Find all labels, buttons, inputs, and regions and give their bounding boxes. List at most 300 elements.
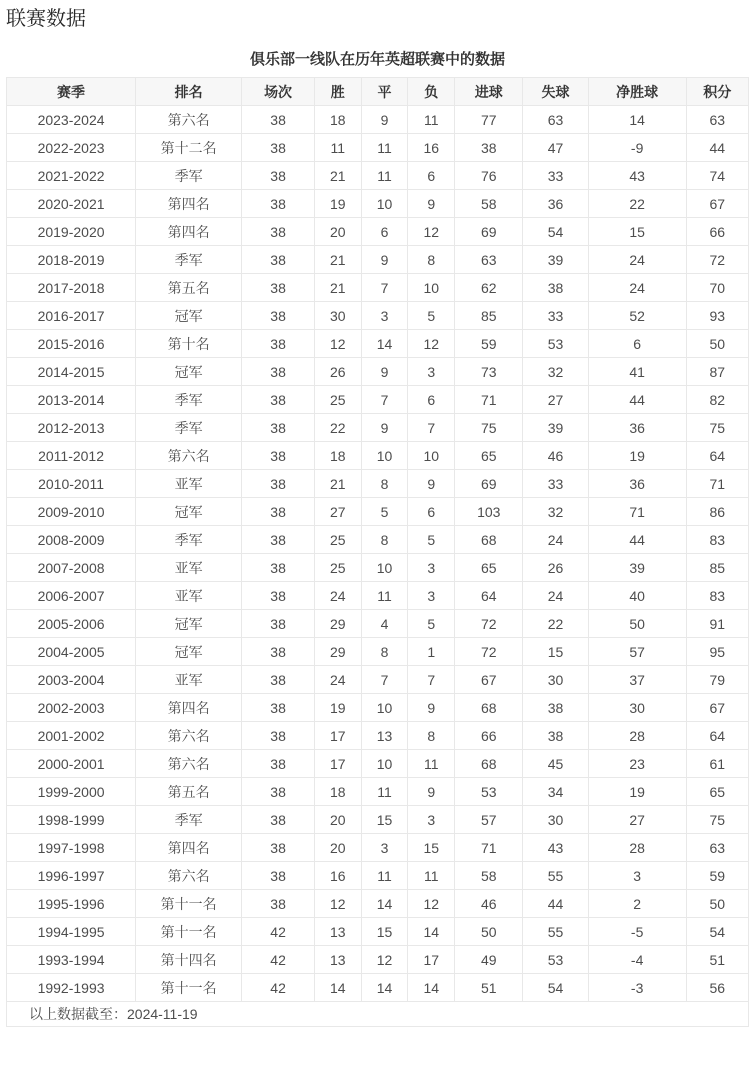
cell-played: 42 — [242, 946, 315, 974]
cell-goal_diff: 52 — [588, 302, 686, 330]
cell-draws: 11 — [361, 582, 408, 610]
cell-goals_against: 22 — [523, 610, 588, 638]
cell-wins: 12 — [314, 330, 361, 358]
cell-losses: 10 — [408, 274, 455, 302]
cell-goals_against: 30 — [523, 666, 588, 694]
cell-played: 38 — [242, 218, 315, 246]
cell-rank: 季军 — [136, 246, 242, 274]
cell-losses: 12 — [408, 218, 455, 246]
cell-season: 2012-2013 — [7, 414, 136, 442]
cell-wins: 13 — [314, 946, 361, 974]
cell-wins: 19 — [314, 190, 361, 218]
table-row — [7, 414, 749, 442]
cell-season: 2017-2018 — [7, 274, 136, 302]
cell-rank: 季军 — [136, 386, 242, 414]
cell-played: 38 — [242, 554, 315, 582]
cell-rank: 季军 — [136, 526, 242, 554]
cell-goals_against: 54 — [523, 974, 588, 1002]
cell-season: 2019-2020 — [7, 218, 136, 246]
cell-goal_diff: 24 — [588, 246, 686, 274]
table-row — [7, 946, 749, 974]
cell-points: 63 — [686, 834, 748, 862]
cell-rank: 第六名 — [136, 722, 242, 750]
cell-goals_for: 103 — [455, 498, 523, 526]
cell-losses: 17 — [408, 946, 455, 974]
cell-points: 83 — [686, 582, 748, 610]
cell-season: 2001-2002 — [7, 722, 136, 750]
cell-played: 38 — [242, 890, 315, 918]
cell-goal_diff: 36 — [588, 470, 686, 498]
header-cell-season: 赛季 — [7, 78, 136, 106]
cell-rank: 第四名 — [136, 218, 242, 246]
table-row — [7, 778, 749, 806]
cell-wins: 27 — [314, 498, 361, 526]
cell-goals_against: 32 — [523, 358, 588, 386]
cell-goals_for: 38 — [455, 134, 523, 162]
cell-played: 38 — [242, 302, 315, 330]
cell-goals_against: 55 — [523, 862, 588, 890]
cell-rank: 第六名 — [136, 750, 242, 778]
cell-rank: 季军 — [136, 806, 242, 834]
table-header-row — [7, 78, 749, 106]
cell-goal_diff: 71 — [588, 498, 686, 526]
cell-wins: 18 — [314, 442, 361, 470]
cell-wins: 11 — [314, 134, 361, 162]
cell-played: 38 — [242, 862, 315, 890]
cell-goal_diff: 27 — [588, 806, 686, 834]
cell-goals_against: 55 — [523, 918, 588, 946]
cell-goals_against: 45 — [523, 750, 588, 778]
cell-goals_for: 59 — [455, 330, 523, 358]
cell-goal_diff: 22 — [588, 190, 686, 218]
cell-played: 38 — [242, 610, 315, 638]
cell-rank: 第四名 — [136, 834, 242, 862]
table-row — [7, 470, 749, 498]
cell-goal_diff: 37 — [588, 666, 686, 694]
table-row — [7, 162, 749, 190]
cell-season: 1994-1995 — [7, 918, 136, 946]
cell-wins: 20 — [314, 834, 361, 862]
header-cell-goals_for: 进球 — [455, 78, 523, 106]
cell-played: 38 — [242, 442, 315, 470]
cell-goals_against: 33 — [523, 470, 588, 498]
cell-goals_for: 58 — [455, 190, 523, 218]
cell-points: 74 — [686, 162, 748, 190]
cell-rank: 亚军 — [136, 470, 242, 498]
cell-goal_diff: 14 — [588, 106, 686, 134]
cell-goals_for: 51 — [455, 974, 523, 1002]
cell-points: 93 — [686, 302, 748, 330]
cell-draws: 3 — [361, 302, 408, 330]
cell-goals_for: 67 — [455, 666, 523, 694]
cell-losses: 6 — [408, 498, 455, 526]
cell-wins: 14 — [314, 974, 361, 1002]
cell-played: 38 — [242, 386, 315, 414]
cell-losses: 8 — [408, 246, 455, 274]
cell-points: 86 — [686, 498, 748, 526]
cell-draws: 14 — [361, 330, 408, 358]
cell-wins: 26 — [314, 358, 361, 386]
cell-draws: 5 — [361, 498, 408, 526]
cell-wins: 12 — [314, 890, 361, 918]
cell-season: 1996-1997 — [7, 862, 136, 890]
cell-wins: 18 — [314, 106, 361, 134]
cell-goals_for: 69 — [455, 218, 523, 246]
cell-points: 72 — [686, 246, 748, 274]
cell-goals_against: 39 — [523, 414, 588, 442]
header-cell-points: 积分 — [686, 78, 748, 106]
header-cell-goal_diff: 净胜球 — [588, 78, 686, 106]
cell-played: 38 — [242, 666, 315, 694]
cell-goals_for: 65 — [455, 442, 523, 470]
cell-losses: 16 — [408, 134, 455, 162]
cell-draws: 10 — [361, 442, 408, 470]
cell-points: 79 — [686, 666, 748, 694]
cell-losses: 6 — [408, 162, 455, 190]
cell-goals_against: 46 — [523, 442, 588, 470]
table-row — [7, 246, 749, 274]
cell-goals_for: 72 — [455, 638, 523, 666]
cell-rank: 亚军 — [136, 582, 242, 610]
cell-rank: 第六名 — [136, 442, 242, 470]
cell-played: 38 — [242, 134, 315, 162]
cell-season: 2010-2011 — [7, 470, 136, 498]
cell-goal_diff: 39 — [588, 554, 686, 582]
cell-goals_for: 68 — [455, 750, 523, 778]
table-row — [7, 358, 749, 386]
cell-played: 38 — [242, 358, 315, 386]
cell-losses: 5 — [408, 526, 455, 554]
cell-played: 38 — [242, 190, 315, 218]
cell-played: 42 — [242, 918, 315, 946]
cell-goal_diff: -9 — [588, 134, 686, 162]
cell-played: 38 — [242, 498, 315, 526]
cell-draws: 10 — [361, 190, 408, 218]
table-row — [7, 330, 749, 358]
cell-losses: 9 — [408, 190, 455, 218]
table-body — [7, 106, 749, 1002]
cell-losses: 15 — [408, 834, 455, 862]
cell-goals_for: 49 — [455, 946, 523, 974]
cell-goals_for: 53 — [455, 778, 523, 806]
cell-goals_for: 65 — [455, 554, 523, 582]
cell-points: 50 — [686, 330, 748, 358]
table-row — [7, 218, 749, 246]
cell-goal_diff: 15 — [588, 218, 686, 246]
cell-goals_against: 38 — [523, 274, 588, 302]
cell-draws: 4 — [361, 610, 408, 638]
cell-goals_against: 24 — [523, 526, 588, 554]
cell-season: 2013-2014 — [7, 386, 136, 414]
cell-rank: 第十一名 — [136, 974, 242, 1002]
cell-draws: 9 — [361, 106, 408, 134]
cell-played: 38 — [242, 750, 315, 778]
cell-losses: 7 — [408, 666, 455, 694]
cell-goals_for: 68 — [455, 694, 523, 722]
cell-points: 67 — [686, 694, 748, 722]
cell-goals_against: 63 — [523, 106, 588, 134]
cell-points: 95 — [686, 638, 748, 666]
cell-points: 63 — [686, 106, 748, 134]
cell-wins: 21 — [314, 470, 361, 498]
cell-goals_for: 71 — [455, 834, 523, 862]
cell-season: 2003-2004 — [7, 666, 136, 694]
cell-rank: 冠军 — [136, 358, 242, 386]
cell-losses: 3 — [408, 582, 455, 610]
cell-points: 64 — [686, 442, 748, 470]
cell-draws: 11 — [361, 134, 408, 162]
cell-points: 85 — [686, 554, 748, 582]
cell-losses: 1 — [408, 638, 455, 666]
cell-goal_diff: 43 — [588, 162, 686, 190]
cell-goals_against: 53 — [523, 946, 588, 974]
cell-season: 2002-2003 — [7, 694, 136, 722]
cell-draws: 8 — [361, 526, 408, 554]
header-cell-played: 场次 — [242, 78, 315, 106]
table-row — [7, 974, 749, 1002]
table-title: 俱乐部一线队在历年英超联赛中的数据 — [249, 51, 505, 68]
cell-goal_diff: 3 — [588, 862, 686, 890]
cell-season: 1998-1999 — [7, 806, 136, 834]
table-row — [7, 498, 749, 526]
cell-goals_for: 58 — [455, 862, 523, 890]
cell-draws: 10 — [361, 750, 408, 778]
cell-points: 66 — [686, 218, 748, 246]
cell-losses: 10 — [408, 442, 455, 470]
cell-goal_diff: 30 — [588, 694, 686, 722]
cell-draws: 15 — [361, 918, 408, 946]
cell-rank: 冠军 — [136, 610, 242, 638]
cell-played: 38 — [242, 274, 315, 302]
cell-draws: 8 — [361, 638, 408, 666]
cell-points: 65 — [686, 778, 748, 806]
cell-goal_diff: 36 — [588, 414, 686, 442]
cell-losses: 7 — [408, 414, 455, 442]
cell-goals_for: 69 — [455, 470, 523, 498]
cell-losses: 3 — [408, 806, 455, 834]
cell-goals_for: 62 — [455, 274, 523, 302]
cell-goals_for: 73 — [455, 358, 523, 386]
table-row — [7, 526, 749, 554]
table-row — [7, 554, 749, 582]
table-row — [7, 386, 749, 414]
cell-wins: 17 — [314, 750, 361, 778]
cell-season: 1997-1998 — [7, 834, 136, 862]
cell-goals_for: 76 — [455, 162, 523, 190]
cell-season: 2018-2019 — [7, 246, 136, 274]
cell-goals_against: 32 — [523, 498, 588, 526]
cell-draws: 14 — [361, 974, 408, 1002]
cell-draws: 13 — [361, 722, 408, 750]
cell-goals_against: 54 — [523, 218, 588, 246]
cell-losses: 3 — [408, 358, 455, 386]
cell-season: 1995-1996 — [7, 890, 136, 918]
cell-played: 38 — [242, 806, 315, 834]
cell-season: 2021-2022 — [7, 162, 136, 190]
cell-draws: 7 — [361, 274, 408, 302]
table-row — [7, 834, 749, 862]
cell-wins: 16 — [314, 862, 361, 890]
cell-goals_for: 77 — [455, 106, 523, 134]
league-data-table — [6, 77, 749, 1027]
cell-losses: 8 — [408, 722, 455, 750]
cell-goals_against: 47 — [523, 134, 588, 162]
table-row — [7, 890, 749, 918]
cell-losses: 9 — [408, 778, 455, 806]
cell-losses: 6 — [408, 386, 455, 414]
cell-goal_diff: -5 — [588, 918, 686, 946]
cell-rank: 亚军 — [136, 666, 242, 694]
cell-played: 38 — [242, 106, 315, 134]
cell-wins: 30 — [314, 302, 361, 330]
cell-points: 70 — [686, 274, 748, 302]
table-row — [7, 274, 749, 302]
cell-wins: 20 — [314, 806, 361, 834]
cell-goals_against: 34 — [523, 778, 588, 806]
cell-rank: 第六名 — [136, 862, 242, 890]
cell-losses: 11 — [408, 750, 455, 778]
header-cell-wins: 胜 — [314, 78, 361, 106]
cell-goals_for: 57 — [455, 806, 523, 834]
cell-draws: 15 — [361, 806, 408, 834]
cell-goals_against: 36 — [523, 190, 588, 218]
table-row — [7, 582, 749, 610]
cell-wins: 19 — [314, 694, 361, 722]
cell-rank: 第四名 — [136, 694, 242, 722]
cell-losses: 11 — [408, 106, 455, 134]
table-row — [7, 638, 749, 666]
cell-draws: 12 — [361, 946, 408, 974]
cell-goals_for: 71 — [455, 386, 523, 414]
cell-rank: 第四名 — [136, 190, 242, 218]
cell-goal_diff: 23 — [588, 750, 686, 778]
cell-goals_against: 33 — [523, 162, 588, 190]
cell-goals_against: 44 — [523, 890, 588, 918]
cell-wins: 29 — [314, 638, 361, 666]
cell-points: 44 — [686, 134, 748, 162]
cell-goals_for: 75 — [455, 414, 523, 442]
footer-note: 以上数据截至：2024-11-19 — [7, 1002, 749, 1027]
cell-wins: 20 — [314, 218, 361, 246]
cell-points: 91 — [686, 610, 748, 638]
table-row — [7, 106, 749, 134]
cell-points: 82 — [686, 386, 748, 414]
cell-losses: 9 — [408, 694, 455, 722]
cell-goal_diff: 44 — [588, 526, 686, 554]
cell-played: 38 — [242, 582, 315, 610]
cell-goal_diff: 28 — [588, 834, 686, 862]
cell-goals_for: 50 — [455, 918, 523, 946]
cell-losses: 14 — [408, 974, 455, 1002]
cell-points: 56 — [686, 974, 748, 1002]
cell-goals_for: 85 — [455, 302, 523, 330]
cell-wins: 18 — [314, 778, 361, 806]
cell-draws: 11 — [361, 862, 408, 890]
cell-season: 2009-2010 — [7, 498, 136, 526]
cell-season: 2004-2005 — [7, 638, 136, 666]
table-row — [7, 666, 749, 694]
cell-season: 2016-2017 — [7, 302, 136, 330]
cell-points: 59 — [686, 862, 748, 890]
header-cell-rank: 排名 — [136, 78, 242, 106]
cell-season: 1993-1994 — [7, 946, 136, 974]
cell-wins: 25 — [314, 526, 361, 554]
cell-rank: 冠军 — [136, 302, 242, 330]
header-cell-losses: 负 — [408, 78, 455, 106]
cell-draws: 9 — [361, 358, 408, 386]
table-row — [7, 694, 749, 722]
cell-points: 61 — [686, 750, 748, 778]
cell-goals_against: 38 — [523, 722, 588, 750]
cell-draws: 7 — [361, 386, 408, 414]
cell-season: 2000-2001 — [7, 750, 136, 778]
table-row — [7, 442, 749, 470]
cell-rank: 第十一名 — [136, 918, 242, 946]
cell-draws: 9 — [361, 246, 408, 274]
cell-points: 75 — [686, 806, 748, 834]
cell-losses: 14 — [408, 918, 455, 946]
cell-goal_diff: 44 — [588, 386, 686, 414]
cell-goals_against: 39 — [523, 246, 588, 274]
cell-goals_against: 15 — [523, 638, 588, 666]
cell-draws: 14 — [361, 890, 408, 918]
cell-goal_diff: 57 — [588, 638, 686, 666]
cell-losses: 3 — [408, 554, 455, 582]
cell-goal_diff: 6 — [588, 330, 686, 358]
cell-losses: 5 — [408, 302, 455, 330]
table-row — [7, 806, 749, 834]
cell-played: 38 — [242, 330, 315, 358]
header-cell-draws: 平 — [361, 78, 408, 106]
cell-wins: 17 — [314, 722, 361, 750]
cell-wins: 29 — [314, 610, 361, 638]
table-footer-row — [7, 1002, 749, 1027]
cell-season: 2006-2007 — [7, 582, 136, 610]
cell-goals_against: 38 — [523, 694, 588, 722]
cell-goals_for: 68 — [455, 526, 523, 554]
cell-season: 2011-2012 — [7, 442, 136, 470]
cell-points: 67 — [686, 190, 748, 218]
cell-played: 38 — [242, 162, 315, 190]
cell-points: 75 — [686, 414, 748, 442]
cell-losses: 5 — [408, 610, 455, 638]
cell-rank: 第十名 — [136, 330, 242, 358]
cell-goals_for: 72 — [455, 610, 523, 638]
cell-season: 2022-2023 — [7, 134, 136, 162]
cell-season: 2007-2008 — [7, 554, 136, 582]
cell-points: 50 — [686, 890, 748, 918]
cell-goals_against: 27 — [523, 386, 588, 414]
table-row — [7, 134, 749, 162]
cell-season: 2015-2016 — [7, 330, 136, 358]
cell-played: 38 — [242, 246, 315, 274]
cell-goal_diff: 19 — [588, 442, 686, 470]
table-row — [7, 190, 749, 218]
cell-rank: 冠军 — [136, 498, 242, 526]
cell-draws: 8 — [361, 470, 408, 498]
cell-played: 38 — [242, 694, 315, 722]
cell-goal_diff: 2 — [588, 890, 686, 918]
cell-rank: 季军 — [136, 414, 242, 442]
cell-rank: 冠军 — [136, 638, 242, 666]
table-row — [7, 862, 749, 890]
cell-played: 38 — [242, 834, 315, 862]
table-row — [7, 610, 749, 638]
cell-goals_against: 53 — [523, 330, 588, 358]
cell-losses: 12 — [408, 330, 455, 358]
cell-points: 83 — [686, 526, 748, 554]
cell-goals_for: 46 — [455, 890, 523, 918]
